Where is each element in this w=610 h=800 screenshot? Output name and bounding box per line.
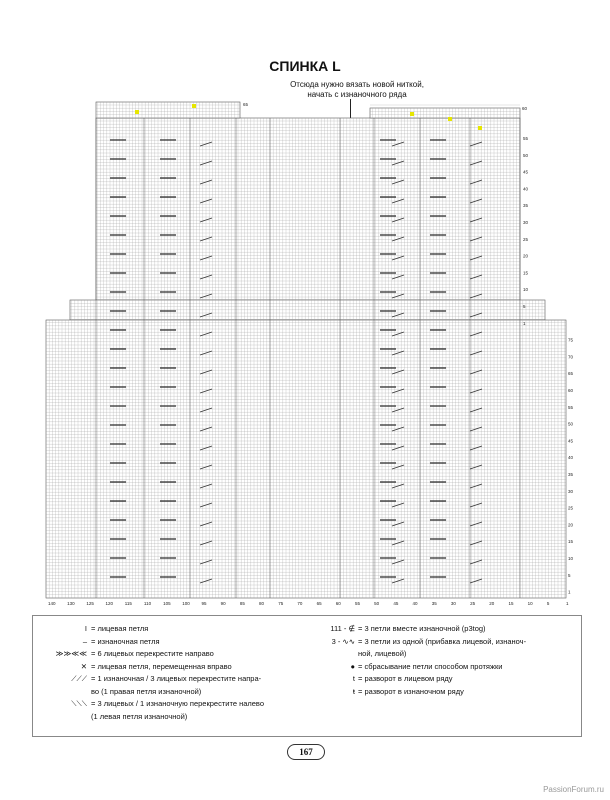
highlight-cell	[192, 104, 196, 108]
legend-symbol: ✕	[80, 661, 87, 671]
row-number-label: 45	[523, 169, 529, 175]
row-number-label: 50	[568, 421, 574, 427]
watermark: PassionForum.ru	[543, 785, 604, 794]
stitch-number-label: 35	[431, 601, 437, 606]
page-title: СПИНКА L	[269, 58, 341, 74]
row-number-label: 55	[568, 404, 574, 410]
page-number: 167	[287, 744, 325, 760]
legend-text: (1 левая петля изнаночной)	[91, 711, 188, 721]
stitch-number-label: 40	[412, 601, 418, 606]
legend-text: = 1 изнаночная / 3 лицевых перекрестите напра-	[91, 674, 262, 683]
highlight-cell	[448, 117, 452, 121]
row-number-label: 35	[523, 203, 529, 209]
grid-armhole	[70, 300, 545, 320]
stitch-number-label: 85	[239, 601, 245, 606]
stitch-number-label: 110	[143, 601, 152, 606]
legend-text: = разворот в лицевом ряду	[358, 674, 453, 683]
legend-symbol: ⟋⟋⟋	[71, 674, 87, 683]
grid-left-shoulder	[96, 102, 240, 118]
stitch-number-label: 70	[297, 601, 303, 606]
stitch-number-label: 20	[489, 601, 495, 606]
stitch-number-label: 5	[546, 601, 550, 606]
legend-text: = сбрасывание петли способом протяжки	[358, 661, 503, 671]
row-number-label: 55	[523, 136, 529, 141]
row-number-label: 25	[523, 236, 529, 242]
row-number-label: 15	[523, 270, 529, 276]
row-number-label: 10	[568, 556, 574, 561]
annotation-line-1: Отсюда нужно вязать новой ниткой,	[290, 80, 424, 89]
stitch-number-label: 125	[86, 601, 94, 606]
row-number-label: 30	[568, 488, 574, 494]
legend-symbol: ●	[350, 661, 355, 671]
legend-text: ной, лицевой)	[358, 649, 407, 658]
row-number-label: 65	[568, 371, 574, 377]
stitch-number-label: 75	[278, 601, 284, 606]
row-number-label: 35	[568, 472, 574, 477]
row-number-label: 40	[568, 455, 574, 461]
row-number-label: 60	[568, 388, 574, 393]
legend-text: = 3 лицевых / 1 изнаночную перекрестите налево	[91, 699, 265, 708]
legend-symbol: ⟍⟍⟍	[71, 699, 87, 708]
top-label-left: 65	[243, 102, 249, 107]
stitch-number-label: 115	[124, 601, 132, 606]
legend-text: = лицевая петля, перемещенная вправо	[91, 661, 232, 671]
legend-symbol: –	[82, 636, 87, 646]
row-number-label: 20	[568, 522, 574, 528]
top-label-right: 60	[522, 106, 528, 111]
legend-symbol: 3 - ∿∿	[331, 636, 355, 646]
stitch-number-label: 140	[48, 601, 56, 606]
stitch-number-label: 45	[393, 601, 399, 606]
stitch-number-label: 120	[105, 601, 114, 606]
stitch-number-label: 30	[450, 601, 456, 606]
row-number-label: 75	[568, 337, 574, 343]
stitch-number-label: 100	[182, 601, 190, 606]
row-number-label: 5	[523, 304, 526, 309]
stitch-number-label: 130	[67, 601, 75, 606]
row-number-label: 45	[568, 438, 574, 444]
legend-symbol: 111 - ∉	[330, 624, 355, 633]
legend-symbol: I	[84, 624, 87, 633]
stitch-number-label: 90	[220, 601, 226, 606]
stitch-number-label: 95	[201, 601, 207, 606]
highlight-cell	[135, 110, 139, 114]
stitch-number-label: 50	[374, 601, 380, 606]
legend-text: = лицевая петля	[91, 624, 149, 633]
legend-text: во (1 правая петля изнаночной)	[91, 686, 202, 696]
highlight-cell	[478, 126, 482, 130]
row-number-label: 10	[523, 287, 529, 293]
grid-upper	[96, 118, 520, 300]
row-number-label: 15	[568, 539, 574, 545]
legend-text: = изнаночная петля	[91, 636, 160, 646]
legend-symbol: ≫≫≪≪	[55, 649, 87, 658]
legend-text: = 3 петли вместе изнаночной (p3tog)	[358, 624, 486, 633]
stitch-number-label: 25	[470, 601, 476, 606]
row-number-label: 1	[523, 320, 526, 326]
legend-box	[32, 615, 582, 737]
legend-symbol: ŧ	[352, 686, 355, 696]
stitch-number-label: 60	[335, 601, 341, 606]
legend-text: = разворот в изнаночном ряду	[358, 686, 464, 696]
row-number-label: 30	[523, 220, 529, 225]
stitch-number-label: 80	[259, 601, 265, 606]
stitch-number-label: 10	[527, 601, 533, 606]
row-number-label: 5	[568, 572, 571, 578]
row-number-label: 25	[568, 505, 574, 511]
legend-text: = 3 петли из одной (прибавка лицевой, изнаноч-	[358, 636, 527, 646]
row-number-label: 20	[523, 253, 529, 259]
row-number-label: 40	[523, 186, 529, 192]
row-number-label: 1	[568, 589, 571, 595]
row-number-label: 70	[568, 354, 574, 360]
highlight-cell	[410, 112, 414, 116]
annotation-line-2: начать с изнаночного ряда	[307, 90, 407, 99]
row-number-label: 50	[523, 152, 529, 158]
legend-text: = 6 лицевых перекрестите направо	[91, 649, 214, 658]
stitch-number-label: 1	[566, 601, 569, 606]
stitch-number-label: 65	[316, 601, 322, 606]
stitch-number-label: 105	[163, 601, 171, 606]
stitch-number-label: 55	[354, 601, 360, 606]
legend-symbol: t	[352, 674, 355, 683]
stitch-number-label: 15	[508, 601, 514, 606]
grid-right-shoulder	[370, 108, 520, 118]
